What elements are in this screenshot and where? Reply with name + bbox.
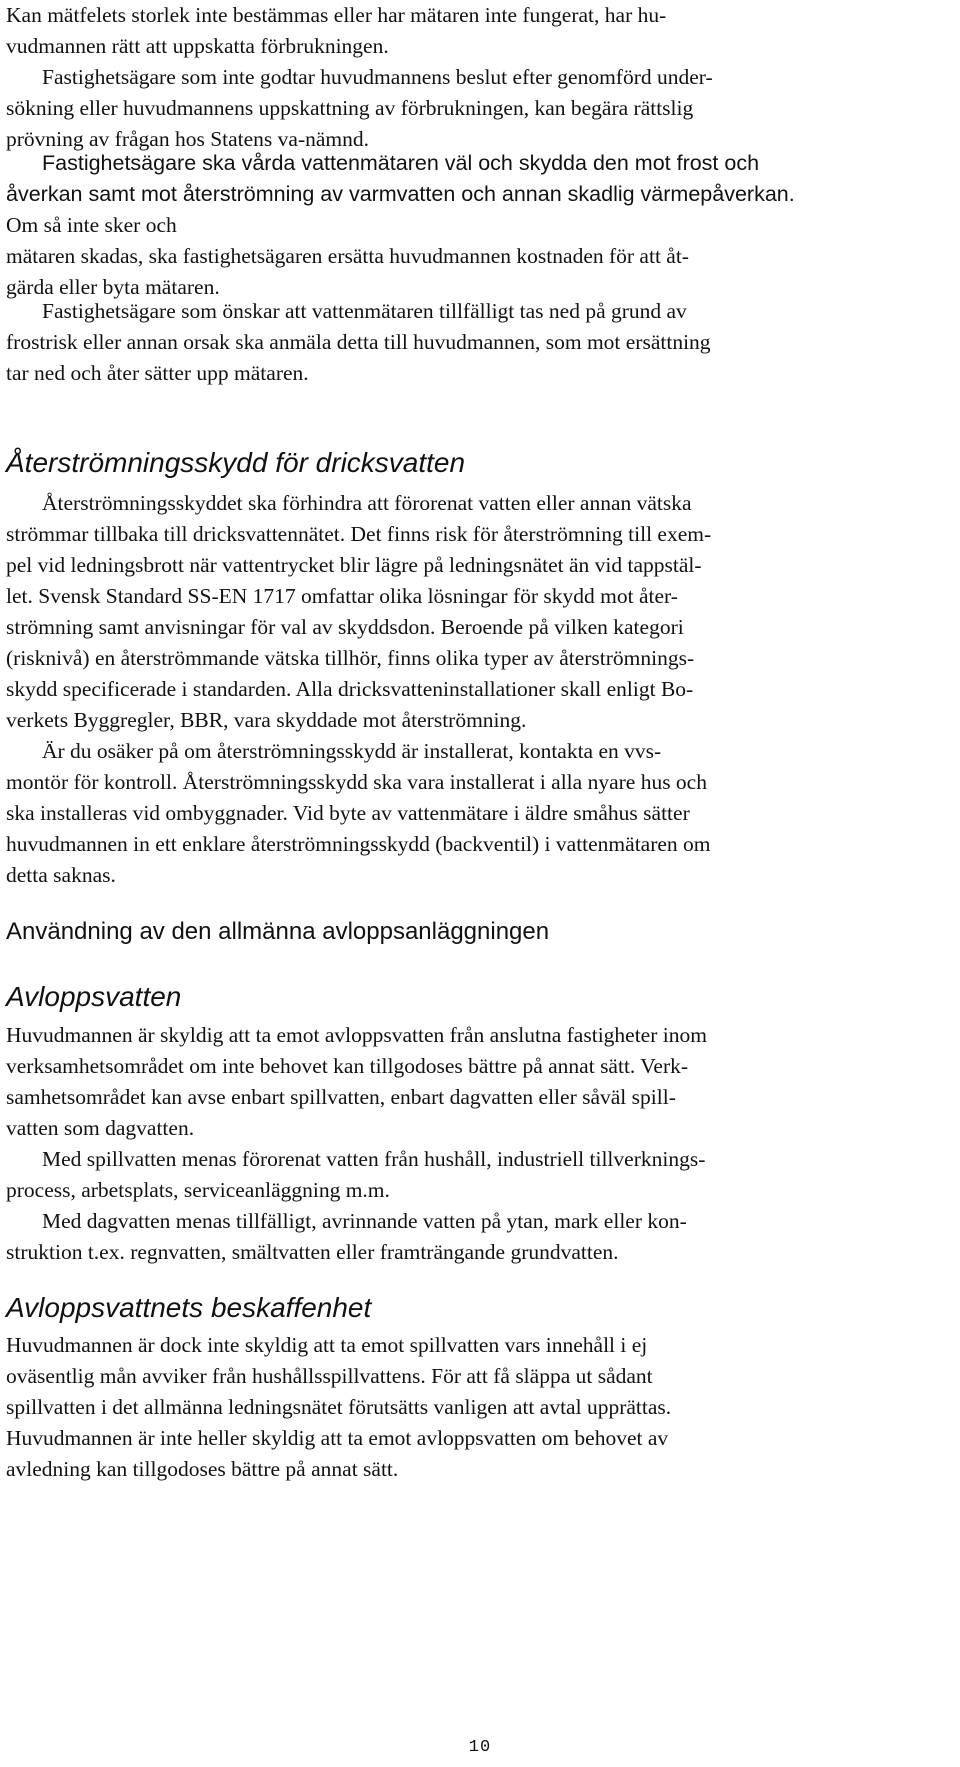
paragraph-review-request: Fastighetsägare som inte godtar huvudmannens beslut efter genomförd under- sökning eller huvudmannens uppskattning av förbrukningen, kan begära rättslig prövning av frågan hos Statens va-nämnd.	[6, 65, 713, 151]
paragraph-wastewater-quality: Huvudmannen är dock inte skyldig att ta emot spillvatten vars innehåll i ej oväsentlig mån avviker från hushållsspillvattens. För att få släppa ut sådant spillvatten i det allmänna ledningsnätet förutsätts vanligen att avtal upprättas. Huvudmannen är inte heller skyldig att ta emot avloppsvatten om behovet av avledning kan tillgodoses bättre på annat sätt.	[6, 1333, 672, 1481]
paragraph-backflow-advice: Är du osäker på om återströmningsskydd är installerat, kontakta en vvs- montör för kontroll. Återströmningsskydd ska vara installerat i alla nyare hus och ska installeras vid ombyggnader. Vid byte av vattenmätare i äldre småhus sätter huvudmannen in ett enklare återströmningsskydd (backventil) i vattenmätaren om detta saknas.	[6, 739, 711, 887]
heading-backflow-protection: Återströmningsskydd för dricksvatten	[6, 447, 466, 478]
heading-wastewater: Avloppsvatten	[6, 981, 182, 1012]
heading-sewage-usage: Användning av den allmänna avloppsanläggningen	[6, 918, 550, 945]
paragraph-meter-error: Kan mätfelets storlek inte bestämmas eller har mätaren inte fungerat, har hu- vudmannen rätt att uppskatta förbrukningen.	[6, 3, 667, 58]
paragraph-backflow-description: Återströmningsskyddet ska förhindra att förorenat vatten eller annan vätska strömmar tillbaka till dricksvattennätet. Det finns risk för återströmning till exem- pel vid ledningsbrott när vattentrycket blir lägre på ledningsnätet än vid tappstäl- let. Svensk Standard SS-EN 1717 omfattar olika lösningar för skydd mot åter- strömning samt anvisningar för val av skyddsdon. Beroende på vilken kategori (risknivå) en återströmmande vätska tillhör, finns olika typer av återströmnings- skydd specificerade i standarden. Alla dricksvatteninstallationer skall enligt Bo- verkets Byggregler, BBR, vara skyddade mot återströmning.	[6, 491, 712, 732]
paragraph-dagvatten-definition: Med dagvatten menas tillfälligt, avrinnande vatten på ytan, mark eller kon- struktion t.ex. regnvatten, smältvatten eller framträngande grundvatten.	[6, 1209, 687, 1264]
paragraph-meter-damage: Om så inte sker och mätaren skadas, ska fastighetsägaren ersätta huvudmannen kostnaden för att åt- gärda eller byta mätaren.	[6, 213, 689, 299]
paragraph-meter-care: Fastighetsägare ska vårda vattenmätaren väl och skydda den mot frost och åverkan samt mot återströmning av varmvatten och annan skadlig värmepåverkan.	[6, 151, 795, 206]
page-number: 10	[468, 1738, 492, 1757]
heading-wastewater-quality: Avloppsvattnets beskaffenhet	[6, 1292, 372, 1323]
paragraph-meter-removal: Fastighetsägare som önskar att vattenmätaren tillfälligt tas ned på grund av frostrisk eller annan orsak ska anmäla detta till huvudmannen, som mot ersättning tar ned och åter sätter upp mätaren.	[6, 299, 711, 385]
paragraph-spillvatten-definition: Med spillvatten menas förorenat vatten från hushåll, industriell tillverknings- process, arbetsplats, serviceanläggning m.m.	[6, 1147, 706, 1202]
paragraph-wastewater-obligation: Huvudmannen är skyldig att ta emot avloppsvatten från anslutna fastigheter inom verksamhetsområdet om inte behovet kan tillgodoses bättre på annat sätt. Verk- samhetsområdet kan avse enbart spillvatten, enbart dagvatten eller såväl spill- vatten som dagvatten.	[6, 1023, 707, 1140]
